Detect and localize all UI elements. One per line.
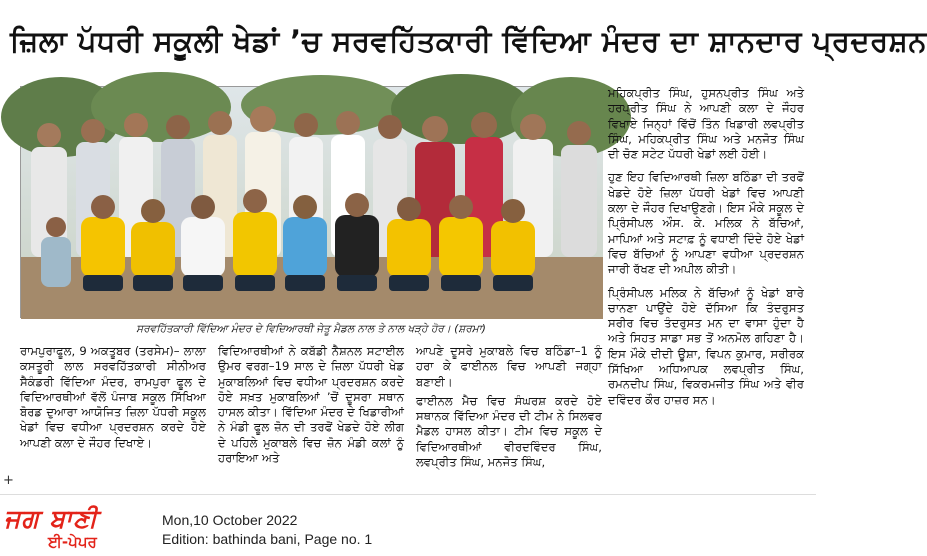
logo-wordmark: ਜਗ ਬਾਣੀ <box>4 504 98 533</box>
headline: ਜ਼ਿਲਾ ਪੱਧਰੀ ਸਕੂਲੀ ਖੇਡਾਂ ’ਚ ਸਰਵਹਿੱਤਕਾਰੀ ਵਿੱਦਿਆ ਮੰਦਰ ਦਾ ਸ਼ਾਨਦਾਰ ਪ੍ਰਦਰਸ਼ਨ <box>10 24 927 58</box>
epaper-footer <box>0 500 816 556</box>
paragraph: ਪ੍ਰਿੰਸੀਪਲ ਮਲਿਕ ਨੇ ਬੱਚਿਆਂ ਨੂੰ ਖੇਡਾਂ ਬਾਰੇ ਚਾਨਣਾ ਪਾਉਂਦੇ ਹੋਏ ਦੱਸਿਆ ਕਿ ਤੰਦਰੁਸਤ ਸਰੀਰ ਵਿਚ ਤੰਦਰੁਸਤ ਮਨ ਦਾ ਵਾਸਾ ਹੁੰਦਾ ਹੈ ਅਤੇ ਸਿਹਤ ਸਾਡਾ ਸਭ ਤੋਂ ਅਨਮੋਲ ਗਹਿਣਾ ਹੈ। ਇਸ ਮੌਕੇ ਦੀਦੀ ਊਸ਼ਾ, ਵਿਪਨ ਕੁਮਾਰ, ਸਰੀਰਕ ਸਿੱਖਿਆ ਅਧਿਆਪਕ ਲਵਪ੍ਰੀਤ ਸਿੰਘ, ਰਮਨਦੀਪ ਸਿੰਘ, ਵਿਕਰਮਜੀਤ ਸਿੰਘ ਅਤੇ ਵੀਰ ਦਵਿੰਦਰ ਕੌਰ ਹਾਜ਼ਰ ਸਨ। <box>608 285 804 407</box>
paragraph: ਰਾਮਪੁਰਾਫੂਲ, 9 ਅਕਤੂਬਰ (ਤਰਸੇਮ)– ਲਾਲਾ ਕਸਤੂਰੀ ਲਾਲ ਸਰਵਹਿੱਤਕਾਰੀ ਸੀਨੀਅਰ ਸੈਕੰਡਰੀ ਵਿੱਦਿਆ ਮੰਦਰ, ਰਾਮਪੁਰਾ ਫੂਲ ਦੇ ਵਿਦਿਆਰਥੀਆਂ ਵੱਲੋਂ ਪੰਜਾਬ ਸਕੂਲ ਸਿੱਖਿਆ ਬੋਰਡ ਦੁਆਰਾ ਆਯੋਜਿਤ ਜ਼ਿਲਾ ਪੱਧਰੀ ਸਕੂਲ ਖੇਡਾਂ ਵਿਚ ਵਧੀਆ ਪ੍ਰਦਰਸ਼ਨ ਕਰਦੇ ਹੋਏ ਆਪਣੀ ਕਲਾ ਦੇ ਜੌਹਰ ਦਿਖਾਏ। <box>20 344 206 450</box>
logo-subtitle: ਈ-ਪੇਪਰ <box>48 533 97 551</box>
column-1 <box>20 344 206 486</box>
registration-mark-icon: + <box>3 473 14 488</box>
right-column <box>608 86 804 486</box>
edition-info: Edition: bathinda bani, Page no. 1 <box>162 531 373 547</box>
jagbani-logo[interactable] <box>4 504 154 552</box>
column-2 <box>218 344 404 486</box>
paragraph: ਫਾਈਨਲ ਮੈਚ ਵਿਚ ਸੰਘਰਸ਼ ਕਰਦੇ ਹੋਏ ਸਥਾਨਕ ਵਿੱਦਿਆ ਮੰਦਰ ਦੀ ਟੀਮ ਨੇ ਸਿਲਵਰ ਮੈਡਲ ਹਾਸਲ ਕੀਤਾ। ਟੀਮ ਵਿਚ ਸਕੂਲ ਦੇ ਵਿਦਿਆਰਥੀਆਂ ਵੀਰਦਵਿੰਦਰ ਸਿੰਘ, ਲਵਪ੍ਰੀਤ ਸਿੰਘ, ਮਨਜੋਤ ਸਿੰਘ, <box>416 393 602 470</box>
group-photo <box>20 86 602 318</box>
paragraph: ਮਹਿਕਪ੍ਰੀਤ ਸਿੰਘ, ਹੁਸਨਪ੍ਰੀਤ ਸਿੰਘ ਅਤੇ ਹਰਪ੍ਰੀਤ ਸਿੰਘ ਨੇ ਆਪਣੀ ਕਲਾ ਦੇ ਜੌਹਰ ਵਿਖਾਏ ਜਿਨ੍ਹਾਂ ਵਿੱਚੋਂ ਤਿੰਨ ਖਿਡਾਰੀ ਲਵਪ੍ਰੀਤ ਸਿੰਘ, ਮਹਿਕਪ੍ਰੀਤ ਸਿੰਘ ਅਤੇ ਮਨਜੋਤ ਸਿੰਘ ਦੀ ਚੋਣ ਸਟੇਟ ਪੱਧਰੀ ਖੇਡਾਂ ਲਈ ਹੋਈ। <box>608 86 804 162</box>
photo-caption: ਸਰਵਹਿੱਤਕਾਰੀ ਵਿੱਦਿਆ ਮੰਦਰ ਦੇ ਵਿਦਿਆਰਥੀ ਜੇਤੂ ਮੈਡਲ ਨਾਲ ਤੇ ਨਾਲ ਖੜ੍ਹੇ ਹੋਰ। (ਸ਼ਰਮਾ) <box>136 323 486 335</box>
edition-date: Mon,10 October 2022 <box>162 512 298 528</box>
column-3 <box>416 344 602 486</box>
paragraph: ਹੁਣ ਇਹ ਵਿਦਿਆਰਥੀ ਜ਼ਿਲਾ ਬਠਿੰਡਾ ਦੀ ਤਰਫੋਂ ਖੇਡਦੇ ਹੋਏ ਜ਼ਿਲਾ ਪੱਧਰੀ ਖੇਡਾਂ ਵਿਚ ਆਪਣੀ ਕਲਾ ਦੇ ਜੌਹਰ ਦਿਖਾਉਣਗੇ। ਇਸ ਮੌਕੇ ਸਕੂਲ ਦੇ ਪ੍ਰਿੰਸੀਪਲ ਔਸ. ਕੇ. ਮਲਿਕ ਨੇ ਬੱਚਿਆਂ, ਮਾਪਿਆਂ ਅਤੇ ਸਟਾਫ਼ ਨੂੰ ਵਧਾਈ ਦਿੰਦੇ ਹੋਏ ਖੇਡਾਂ ਵਿਚ ਬੱਚਿਆਂ ਨੂੰ ਆਪਣਾ ਵਧੀਆ ਪ੍ਰਦਰਸ਼ਨ ਜਾਰੀ ਰੱਖਣ ਦੀ ਅਪੀਲ ਕੀਤੀ। <box>608 170 804 277</box>
paragraph: ਆਪਣੇ ਦੂਸਰੇ ਮੁਕਾਬਲੇ ਵਿਚ ਬਠਿੰਡਾ–1 ਨੂੰ ਹਰਾ ਕੇ ਫਾਈਨਲ ਵਿਚ ਆਪਣੀ ਜਗ੍ਹਾ ਬਣਾਈ। <box>416 344 602 389</box>
paragraph: ਵਿਦਿਆਰਥੀਆਂ ਨੇ ਕਬੱਡੀ ਨੈਸ਼ਨਲ ਸਟਾਈਲ ਉਮਰ ਵਰਗ–19 ਸਾਲ ਦੇ ਜ਼ਿਲਾ ਪੱਧਰੀ ਖੇਡ ਮੁਕਾਬਲਿਆਂ ਵਿਚ ਵਧੀਆ ਪ੍ਰਦਰਸ਼ਨ ਕਰਦੇ ਹੋਏ ਸਖ਼ਤ ਮੁਕਾਬਲਿਆਂ ’ਚੋਂ ਦੂਸਰਾ ਸਥਾਨ ਹਾਸਲ ਕੀਤਾ। ਵਿੱਦਿਆ ਮੰਦਰ ਦੇ ਖਿਡਾਰੀਆਂ ਨੇ ਮੰਡੀ ਫੂਲ ਜ਼ੋਨ ਦੀ ਤਰਫੋਂ ਖੇਡਦੇ ਹੋਏ ਲੀਗ ਦੇ ਪਹਿਲੇ ਮੁਕਾਬਲੇ ਵਿਚ ਜ਼ੋਨ ਮੰਡੀ ਕਲਾਂ ਨੂੰ ਹਰਾਇਆ ਅਤੇ <box>218 344 404 466</box>
footer-divider <box>0 494 816 495</box>
